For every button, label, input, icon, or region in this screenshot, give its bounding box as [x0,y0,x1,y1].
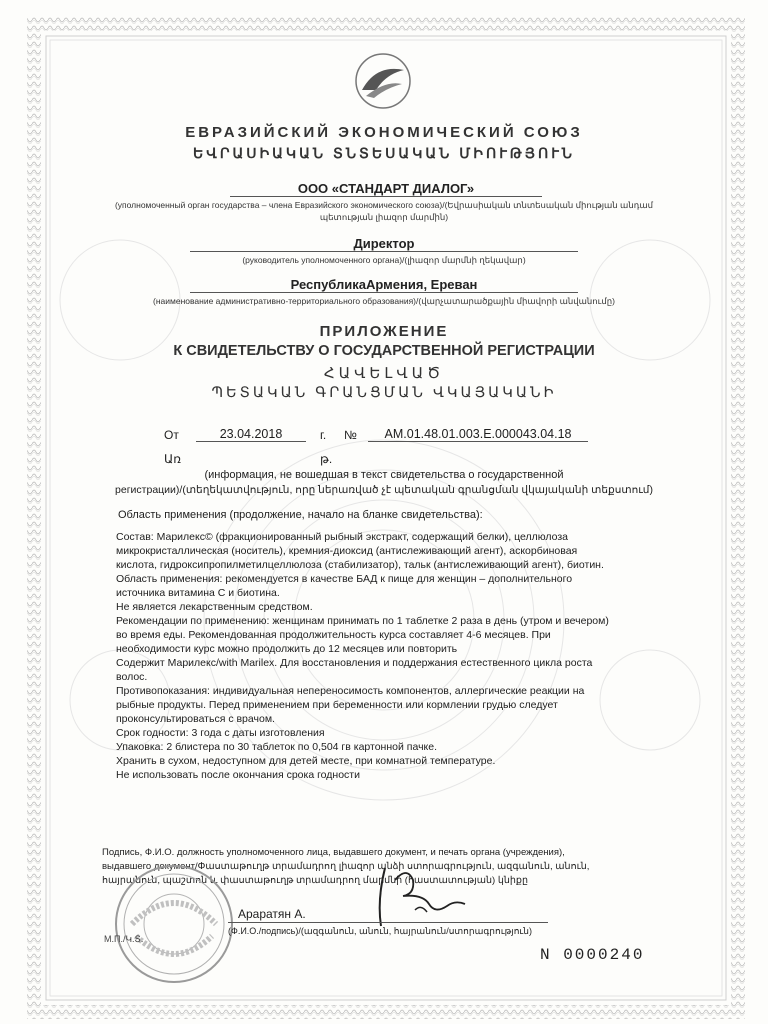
annex-subtitle-hy: ՊԵՏԱԿԱՆ ԳՐԱՆՑՄԱՆ ՎԿԱՅԱԿԱՆԻ [211,385,557,401]
content-line: волос. [116,671,148,683]
content-line: Состав: Марилекс© (фракционированный рыбный экстракт, содержащий белки), целлюлоза [116,531,568,543]
authority-caption-2: պետության լիազոր մարմին) [319,212,449,222]
signer-caption: (Ф.И.О./подпись)/(ազգանուն, անուն, հայրանուն/ստորագրություն) [228,926,533,936]
content-line: Область применения: рекомендуется в качестве БАД к пище для женщин – дополнительного [116,573,573,585]
content-line: Содержит Марилекс/with Marilex. Для восстановления и поддержания естественного цикла роста [116,657,593,669]
seal-place-label: М.П./Կ.Տ. [104,934,144,944]
union-name-ru: ЕВРАЗИЙСКИЙ ЭКОНОМИЧЕСКИЙ СОЮЗ [185,124,583,141]
content-line: Не использовать после окончания срока годности [116,769,360,781]
content-line: Рекомендации по применению: женщинам принимать по 1 таблетке 2 раза в день (утром и вечером) [116,615,609,627]
content-line: проконсультироваться с врачом. [116,713,275,725]
union-name-hy: ԵՎՐԱՍԻԱԿԱՆ ՏՆՏԵՍԱԿԱՆ ՄԻՈՒԹՅՈՒՆ [193,145,575,161]
authority-name: ООО «СТАНДАРТ ДИАЛОГ» [230,181,542,197]
content-line: кислота, гидроксипропилметилцеллюлоза (стабилизатор), тальк (антислеживающий агент), биотин. [116,559,604,571]
year-label-ru: г. [320,428,327,442]
handwritten-signature-icon [355,860,475,930]
signature-line [228,922,548,923]
content-heading: Область применения (продолжение, начало на бланке свидетельства): [118,509,483,521]
authority-head-caption: (руководитель уполномоченного органа)/(լիազոր մարմնի ղեկավար) [242,255,526,265]
registration-note-2: регистрации)/(տեղեկատվություն, որը ներառված չէ պետական գրանցման վկայականի տեքստում) [115,484,653,496]
content-line: рыбные продукты. Перед применением при беременности или кормлении грудью следует [116,699,558,711]
round-seal-stamp-icon [112,862,236,986]
content-line: во время еды. Рекомендованная продолжительность курса составляет 4-6 месяцев. При [116,629,551,641]
from-label-ru: От [164,428,179,442]
number-label: № [344,428,357,442]
authority-caption-1: (уполномоченный орган государства – члена Евразийского экономического союза)/(Եվրասիական տնտեսական միության անդամ [114,200,654,210]
annex-subtitle-ru: К СВИДЕТЕЛЬСТВУ О ГОСУДАРСТВЕННОЙ РЕГИСТРАЦИИ [173,343,595,359]
content-body [116,530,609,782]
registration-date: 23.04.2018 [196,427,306,442]
authority-region-caption: (наименование административно-территориального образования)/(վարչատարածքային միավորի անվանումը) [153,296,615,306]
content-line: Упаковка: 2 блистера по 30 таблеток по 0,504 гв картонной пачке. [116,741,438,753]
content-line: источника витамина С и биотина. [116,587,280,599]
signer-name: Араратян А. [238,907,306,921]
annex-title-ru: ПРИЛОЖЕНИЕ [319,323,449,340]
registration-number: AM.01.48.01.003.E.000043.04.18 [368,427,588,442]
form-serial-number: N 0000240 [540,946,645,964]
from-label-hy: Առ [164,452,181,466]
year-label-hy: թ. [320,452,333,466]
authority-region: РеспубликаАрмения, Ереван [190,277,578,293]
registration-note-1: (информация, не вошедшая в текст свидетельства о государственной [204,469,564,481]
eaeu-emblem-icon [352,50,414,112]
signature-caption-2: выдавшего документ/Փաստաթուղթ տրամադրող լիազոր անձի ստորագրություն, ազգանուն, անուն, [102,861,590,872]
signature-caption-3: հայրանուն, պաշտոն և փաստաթուղթ տրամադրող մարմնի (հաստատության) կնիքը [102,875,528,886]
content-line: микрокристаллическая (носитель), кремния-диоксид (антислеживающий агент), аскорбиновая [116,545,578,557]
content-line: Противопоказания: индивидуальная непереносимость компонентов, аллергические реакции на [116,685,585,697]
authority-head: Директор [190,236,578,252]
content-line: необходимости курс можно продолжить до 12 месяцев или повторить [116,643,458,655]
content-line: Хранить в сухом, недоступном для детей месте, при комнатной температуре. [116,755,496,767]
content-line: Срок годности: 3 года с даты изготовления [116,727,325,739]
content-line: Не является лекарственным средством. [116,601,313,613]
signature-caption-1: Подпись, Ф.И.О. должность уполномоченного лица, выдавшего документ, и печать органа (учреждения), [102,847,565,858]
annex-title-hy: ՀԱՎԵԼՎԱԾ [323,365,445,382]
